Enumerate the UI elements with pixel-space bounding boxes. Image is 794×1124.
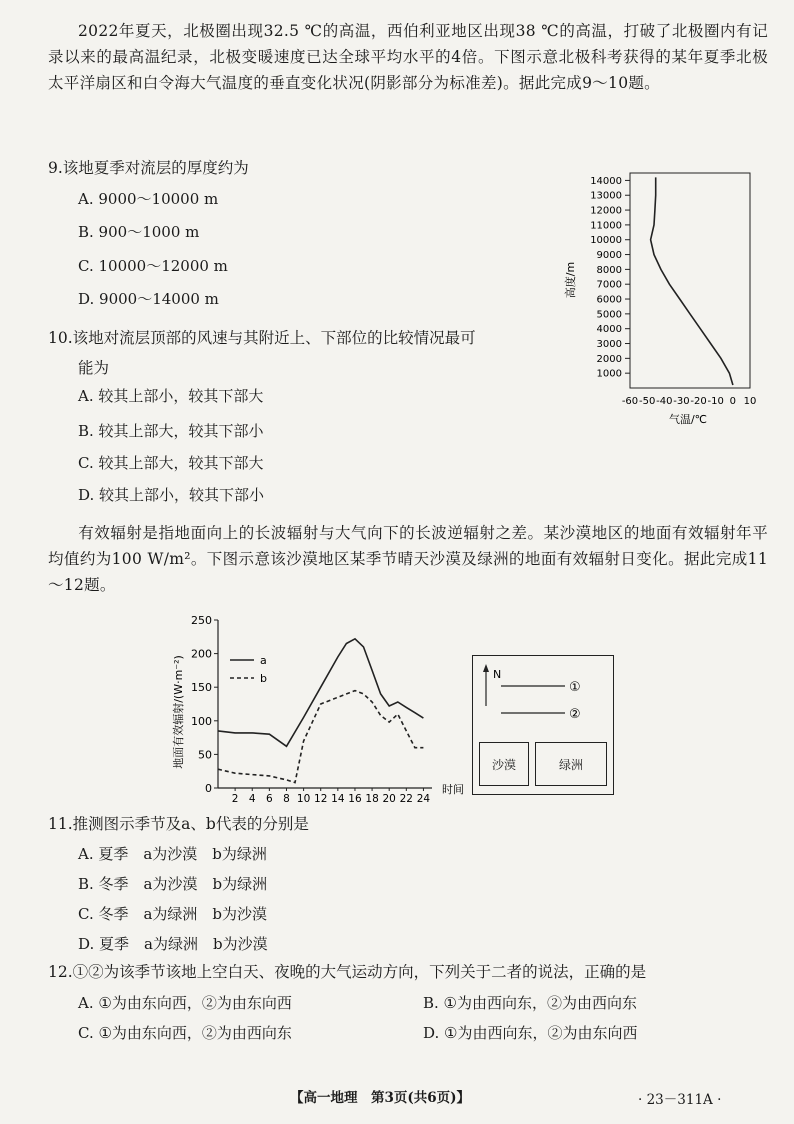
q10-option-c[interactable]: C. 较其上部大，较其下部大 <box>78 454 264 472</box>
chart1-xtick-label: 10 <box>743 396 757 407</box>
chart2-xtick-label: 12 <box>314 793 328 805</box>
chart1-xtick-label: -60 <box>621 396 639 407</box>
chart1-ytick-label: 7000 <box>596 279 622 291</box>
question-10-stem-line2: 能为 <box>78 359 110 377</box>
chart1-xtick-label: -20 <box>690 396 707 407</box>
chart1-ylabel: 高度/m <box>564 261 577 299</box>
desert-box: 沙漠 <box>479 742 529 786</box>
north-arrow-icon <box>483 664 489 672</box>
chart1-ytick-label: 3000 <box>596 339 622 351</box>
chart2-xtick-label: 8 <box>283 793 290 805</box>
chart2-ytick-label: 250 <box>191 614 212 627</box>
chart1-ytick-label: 4000 <box>596 324 622 336</box>
q9-option-d[interactable]: D. 9000～14000 m <box>78 290 219 308</box>
chart2-series-a-line <box>218 639 423 747</box>
chart2-xlabel: 时间 <box>442 783 464 796</box>
question-10-stem-line1: 10.该地对流层顶部的风速与其附近上、下部位的比较情况最可 <box>48 329 476 347</box>
chart1-ytick-label: 8000 <box>596 264 622 276</box>
flow-label-1: ① <box>569 680 581 695</box>
legend-a-label: a <box>260 654 267 667</box>
chart2-ytick-label: 200 <box>191 647 212 661</box>
north-label: N <box>493 668 502 681</box>
chart2-ytick-label: 0 <box>205 782 212 795</box>
temperature-profile-chart <box>560 165 775 430</box>
chart1-series-line <box>651 177 733 385</box>
chart1-xtick-label: 0 <box>729 396 737 407</box>
chart2-xtick-label: 22 <box>399 793 414 805</box>
chart2-ytick-label: 50 <box>198 748 212 762</box>
chart2-xtick-label: 20 <box>382 793 396 805</box>
chart2-xtick-label: 2 <box>231 793 239 805</box>
chart1-xtick-label: -10 <box>707 396 724 407</box>
legend-b-label: b <box>260 672 267 685</box>
chart2-ylabel: 地面有效辐射/(W·m⁻²) <box>172 655 185 769</box>
passage-1-text: 2022年夏天，北极圈出现32.5 ℃的高温，西伯利亚地区出现38 ℃的高温，打破了北极圈内有记录以来的最高温纪录，北极变暖速度已达全球平均水平的4倍。下图示意北极科考获得的某年夏季北极太平洋扇区和白令海大气温度的垂直变化状况(阴影部分为标准差)。据此完成9～10题。 <box>48 22 768 92</box>
q9-option-b[interactable]: B. 900～1000 m <box>78 223 200 241</box>
q12-option-d[interactable]: D. ①为由西向东，②为由东向西 <box>423 1024 638 1042</box>
chart2-xtick-label: 4 <box>248 793 256 805</box>
chart2-xtick-label: 10 <box>296 793 311 805</box>
question-9-stem: 9.该地夏季对流层的厚度约为 <box>48 159 249 177</box>
chart1-xtick-label: -40 <box>656 396 673 407</box>
chart2-xtick-label: 24 <box>416 793 431 805</box>
chart2-xtick-label: 16 <box>348 793 362 805</box>
passage-2 <box>48 520 768 598</box>
passage-2-text: 有效辐射是指地面向上的长波辐射与大气向下的长波逆辐射之差。某沙漠地区的地面有效辐射年平均值约为100 W/m²。下图示意该沙漠地区某季节晴天沙漠及绿洲的地面有效辐射日变化。据此完成11～12题。 <box>48 524 768 594</box>
chart1-ytick-label: 1000 <box>596 368 622 380</box>
passage-1 <box>48 18 768 96</box>
footer-code: · 23－311A · <box>638 1092 722 1108</box>
chart1-ytick-label: 9000 <box>596 250 622 262</box>
chart2-xtick-label: 6 <box>266 793 273 805</box>
question-11-stem: 11.推测图示季节及a、b代表的分别是 <box>48 815 309 833</box>
chart1-xtick-label: -30 <box>673 396 690 407</box>
chart1-ytick-label: 14000 <box>590 175 622 187</box>
desert-oasis-map <box>472 655 614 795</box>
chart1-xlabel: 气温/℃ <box>668 413 708 426</box>
chart1-ytick-label: 11000 <box>590 220 622 232</box>
q9-option-a[interactable]: A. 9000～10000 m <box>78 190 219 208</box>
q12-option-a[interactable]: A. ①为由东向西，②为由东向西 <box>78 994 292 1012</box>
question-12-stem: 12.①②为该季节该地上空白天、夜晚的大气运动方向，下列关于二者的说法，正确的是 <box>48 963 647 981</box>
chart1-frame <box>630 173 750 388</box>
chart2-xtick-label: 18 <box>365 793 379 805</box>
flow-label-2: ② <box>569 707 581 722</box>
q9-option-c[interactable]: C. 10000～12000 m <box>78 257 228 275</box>
chart1-ytick-label: 5000 <box>596 309 622 321</box>
radiation-chart <box>170 612 464 807</box>
q12-option-b[interactable]: B. ①为由西向东，②为由西向东 <box>423 994 638 1012</box>
q11-option-b[interactable]: B. 冬季 a为沙漠 b为绿洲 <box>78 875 268 893</box>
q10-option-d[interactable]: D. 较其上部小，较其下部小 <box>78 486 265 504</box>
chart1-ytick-label: 12000 <box>590 205 622 217</box>
q10-option-a[interactable]: A. 较其上部小，较其下部大 <box>78 387 264 405</box>
chart2-xtick-label: 14 <box>331 793 345 805</box>
oasis-box: 绿洲 <box>535 742 607 786</box>
chart1-ytick-label: 2000 <box>596 353 622 365</box>
chart2-ytick-label: 100 <box>191 714 212 728</box>
chart1-xtick-label: -50 <box>638 396 656 407</box>
q11-option-c[interactable]: C. 冬季 a为绿洲 b为沙漠 <box>78 905 268 923</box>
chart1-ytick-label: 10000 <box>590 235 622 247</box>
footer-page-info: 【高一地理 第3页(共6页)】 <box>290 1090 471 1106</box>
q10-option-b[interactable]: B. 较其上部大，较其下部小 <box>78 422 264 440</box>
chart1-ytick-label: 6000 <box>596 294 622 306</box>
chart1-ytick-label: 13000 <box>590 190 622 202</box>
chart2-ytick-label: 150 <box>191 681 212 695</box>
q11-option-a[interactable]: A. 夏季 a为沙漠 b为绿洲 <box>78 845 267 863</box>
q11-option-d[interactable]: D. 夏季 a为绿洲 b为沙漠 <box>78 935 268 953</box>
q12-option-c[interactable]: C. ①为由东向西，②为由西向东 <box>78 1024 292 1042</box>
